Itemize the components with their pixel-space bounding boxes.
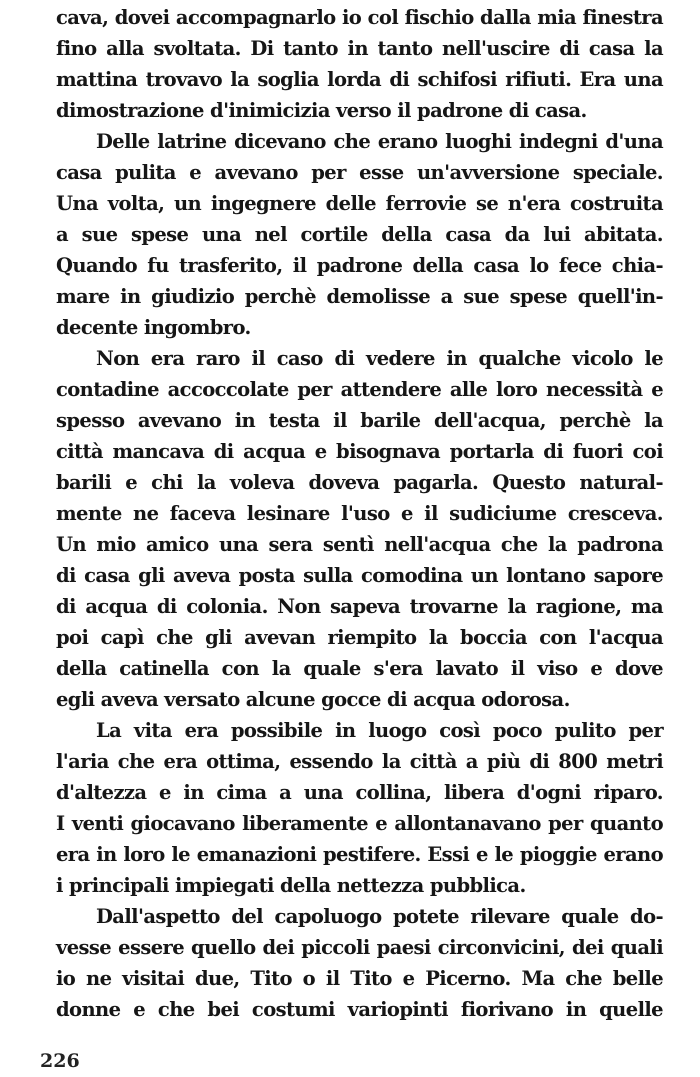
text-line: città mancava di acqua e bisognava portarla di fuori coi (56, 440, 663, 463)
paragraph (56, 343, 663, 715)
text-line: barili e chi la voleva doveva pagarla. Questo natural- (56, 471, 663, 494)
text-line: cava, dovei accompagnarlo io col fischio dalla mia finestra (56, 6, 663, 29)
text-line: La vita era possibile in luogo così poco pulito per (96, 719, 663, 742)
page-number: 226 (40, 1050, 80, 1072)
text-line: Dall'aspetto del capoluogo potete rilevare quale do- (96, 905, 663, 928)
text-line: Non era raro il caso di vedere in qualche vicolo le (96, 347, 663, 370)
text-line: della catinella con la quale s'era lavato il viso e dove (56, 657, 663, 680)
text-line: l'aria che era ottima, essendo la città a più di 800 metri (56, 750, 663, 773)
text-line: a sue spese una nel cortile della casa da lui abitata. (56, 223, 663, 246)
text-line: fino alla svoltata. Di tanto in tanto nell'uscire di casa la (56, 37, 663, 60)
text-line: mare in giudizio perchè demolisse a sue spese quell'in- (56, 285, 663, 308)
text-line: di acqua di colonia. Non sapeva trovarne la ragione, ma (56, 595, 663, 618)
book-page-text (56, 2, 663, 1025)
text-line: dimostrazione d'inimicizia verso il padrone di casa. (56, 99, 587, 122)
text-line: Quando fu trasferito, il padrone della casa lo fece chia- (56, 254, 663, 277)
text-line: decente ingombro. (56, 316, 251, 339)
paragraph (56, 715, 663, 901)
text-line: spesso avevano in testa il barile dell'acqua, perchè la (56, 409, 663, 432)
text-line: vesse essere quello dei piccoli paesi circonvicini, dei quali (56, 936, 663, 959)
text-line: Una volta, un ingegnere delle ferrovie se n'era costruita (56, 192, 663, 215)
paragraph (56, 2, 663, 126)
text-line: I venti giocavano liberamente e allontanavano per quanto (56, 812, 663, 835)
text-line: d'altezza e in cima a una collina, libera d'ogni riparo. (56, 781, 663, 804)
text-line: contadine accoccolate per attendere alle loro necessità e (56, 378, 663, 401)
paragraph (56, 901, 663, 1025)
text-line: mente ne faceva lesinare l'uso e il sudiciume cresceva. (56, 502, 663, 525)
paragraph (56, 126, 663, 343)
text-line: era in loro le emanazioni pestifere. Essi e le pioggie erano (56, 843, 663, 866)
text-line: poi capì che gli avevan riempito la boccia con l'acqua (56, 626, 663, 649)
text-line: io ne visitai due, Tito o il Tito e Picerno. Ma che belle (56, 967, 663, 990)
text-line: casa pulita e avevano per esse un'avversione speciale. (56, 161, 663, 184)
text-line: Un mio amico una sera sentì nell'acqua che la padrona (56, 533, 663, 556)
text-line: mattina trovavo la soglia lorda di schifosi rifiuti. Era una (56, 68, 663, 91)
text-line: Delle latrine dicevano che erano luoghi indegni d'una (96, 130, 663, 153)
text-line: donne e che bei costumi variopinti fiorivano in quelle (56, 998, 663, 1021)
text-line: di casa gli aveva posta sulla comodina un lontano sapore (56, 564, 663, 587)
text-line: egli aveva versato alcune gocce di acqua odorosa. (56, 688, 570, 711)
text-line: i principali impiegati della nettezza pubblica. (56, 874, 526, 897)
